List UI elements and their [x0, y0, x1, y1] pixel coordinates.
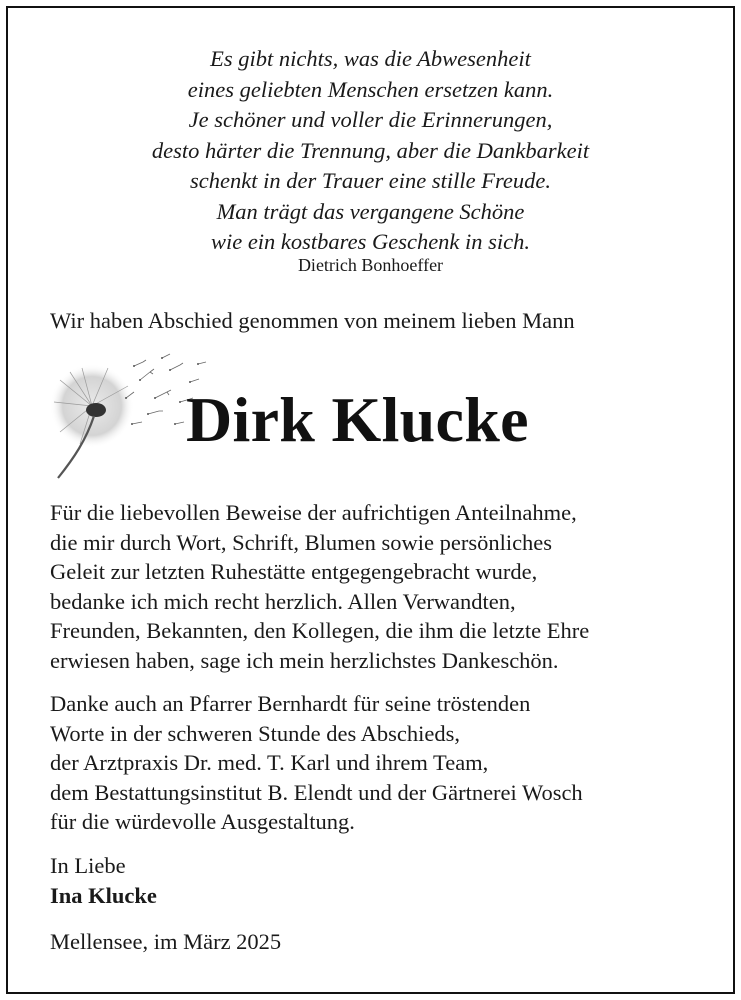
poem-line: Je schöner und voller die Erinnerungen, [188, 107, 553, 132]
paragraph-line: die mir durch Wort, Schrift, Blumen sowie persönliches [50, 529, 553, 555]
poem-line: Man trägt das vergangene Schöne [216, 198, 525, 224]
poem-author: Dietrich Bonhoeffer [297, 255, 444, 275]
signer-name: Ina Klucke [50, 883, 157, 908]
paragraph-line: der Arztpraxis Dr. med. T. Karl und ihrem Team, [50, 750, 489, 775]
closing [50, 851, 157, 911]
paragraph-line: Für die liebevollen Beweise der aufrichtigen Anteilnahme, [50, 500, 577, 525]
paragraph-line: Geleit zur letzten Ruhestätte entgegengebracht wurde, [50, 559, 538, 584]
poem [0, 44, 741, 258]
deceased-name: Dirk Klucke [186, 384, 529, 455]
paragraph-line: erwiesen haben, sage ich mein herzlichstes Dankeschön. [50, 647, 559, 673]
paragraph-line: Worte in der schweren Stunde des Abschieds, [50, 720, 460, 746]
paragraph-line: bedanke ich mich recht herzlich. Allen Verwandten, [50, 588, 516, 614]
poem-line: eines geliebten Menschen ersetzen kann. [187, 76, 554, 102]
paragraph-line: dem Bestattungsinstitut B. Elendt und der Gärtnerei Wosch [50, 779, 583, 805]
intro-text: Wir haben Abschied genommen von meinem lieben Mann [50, 308, 575, 333]
thanks-paragraph [50, 498, 589, 675]
closing-salutation: In Liebe [50, 853, 126, 878]
thanks-paragraph-2 [50, 689, 583, 837]
poem-line: schenkt in der Trauer eine stille Freude. [190, 168, 551, 193]
poem-line: Es gibt nichts, was die Abwesenheit [210, 46, 531, 71]
paragraph-line: Danke auch an Pfarrer Bernhardt für seine tröstenden [50, 691, 531, 716]
poem-line: desto härter die Trennung, aber die Dankbarkeit [151, 137, 590, 163]
place-date: Mellensee, im März 2025 [50, 929, 282, 954]
paragraph-line: Freunden, Bekannten, den Kollegen, die ihm die letzte Ehre [50, 618, 590, 643]
poem-line: wie ein kostbares Geschenk in sich. [210, 229, 531, 254]
paragraph-line: für die würdevolle Ausgestaltung. [50, 809, 355, 834]
